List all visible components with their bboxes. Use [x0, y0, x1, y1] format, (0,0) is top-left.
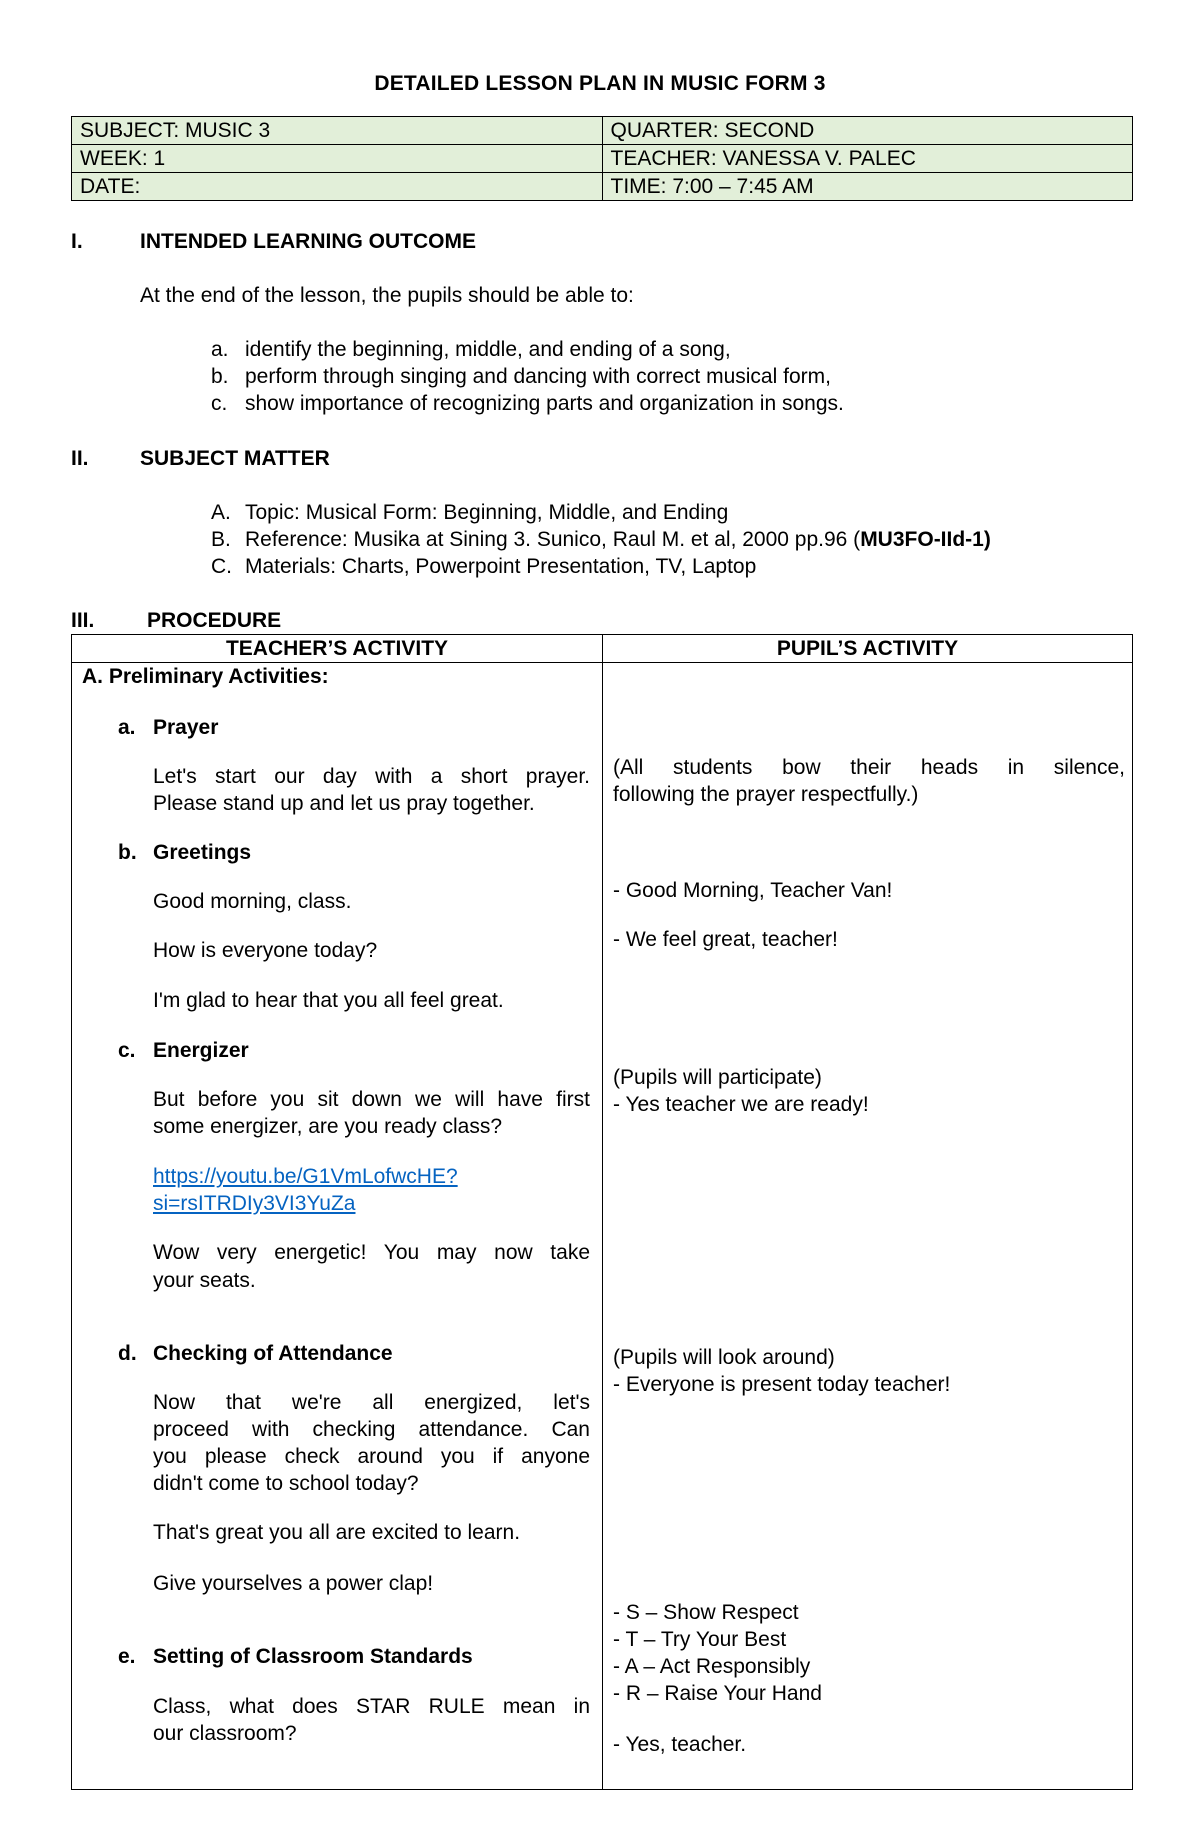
attendance-pupil-line: (Pupils will look around)	[613, 1346, 835, 1369]
prayer-heading: Prayer	[153, 716, 219, 739]
attendance-teacher-line: That's great you all are excited to learn.	[153, 1521, 521, 1544]
attendance-pupil-line: - Everyone is present today teacher!	[613, 1373, 951, 1396]
star-rule-line: - A – Act Responsibly	[613, 1655, 811, 1678]
section-3-heading: PROCEDURE	[147, 609, 282, 632]
outcome-text: perform through singing and dancing with correct musical form,	[245, 365, 831, 388]
star-rule-line: - T – Try Your Best	[613, 1628, 787, 1651]
attendance-teacher-line: you please check around you if anyone	[153, 1445, 590, 1468]
energizer-marker: c.	[118, 1039, 136, 1062]
subject-text: Materials: Charts, Powerpoint Presentation, TV, Laptop	[245, 555, 757, 578]
outcome-text: show importance of recognizing parts and organization in songs.	[245, 392, 844, 415]
subject-marker: A.	[211, 501, 231, 524]
prayer-teacher-line: Please stand up and let us pray together.	[153, 792, 535, 815]
info-row	[72, 173, 1133, 201]
pupil-activity-cell	[603, 663, 1133, 1790]
section-3-number: III.	[71, 609, 95, 632]
outcome-item	[211, 363, 831, 390]
energizer-teacher-line: some energizer, are you ready class?	[153, 1115, 503, 1138]
subject-text: Reference: Musika at Sining 3. Sunico, Raul M. et al, 2000 pp.96 (	[245, 528, 861, 551]
subject-cell: SUBJECT: MUSIC 3	[72, 117, 603, 145]
procedure-table	[71, 634, 1133, 1790]
standards-heading: Setting of Classroom Standards	[153, 1645, 473, 1668]
attendance-heading: Checking of Attendance	[153, 1342, 393, 1365]
greetings-teacher-line: I'm glad to hear that you all feel great.	[153, 989, 504, 1012]
date-cell: DATE:	[72, 173, 603, 201]
energizer-heading: Energizer	[153, 1039, 249, 1062]
closing-paren: )	[983, 528, 991, 551]
greetings-pupil-line: - Good Morning, Teacher Van!	[613, 879, 893, 902]
outcome-item	[211, 336, 731, 363]
subject-item	[211, 499, 728, 526]
star-rule-line: - S – Show Respect	[613, 1601, 799, 1624]
attendance-teacher-line: Give yourselves a power clap!	[153, 1572, 434, 1595]
standards-teacher-line: Class, what does STAR RULE mean in	[153, 1695, 590, 1718]
standards-teacher-line: our classroom?	[153, 1722, 297, 1745]
outcome-marker: a.	[211, 338, 229, 361]
subject-item	[211, 553, 756, 580]
standards-marker: e.	[118, 1645, 136, 1668]
attendance-marker: d.	[118, 1342, 137, 1365]
outcome-intro: At the end of the lesson, the pupils should be able to:	[140, 284, 634, 307]
subject-text: Topic: Musical Form: Beginning, Middle, and Ending	[245, 501, 729, 524]
time-cell: TIME: 7:00 – 7:45 AM	[602, 173, 1133, 201]
teacher-activity-header: TEACHER’S ACTIVITY	[72, 635, 603, 663]
teacher-cell: TEACHER: VANESSA V. PALEC	[602, 145, 1133, 173]
standards-pupil-reply: - Yes, teacher.	[613, 1733, 747, 1756]
section-2-number: II.	[71, 447, 89, 470]
subject-item	[211, 526, 991, 553]
subject-marker: C.	[211, 555, 232, 578]
subject-marker: B.	[211, 528, 231, 551]
energizer-teacher-line: But before you sit down we will have first	[153, 1088, 590, 1111]
info-row	[72, 145, 1133, 173]
attendance-teacher-line: didn't come to school today?	[153, 1472, 419, 1495]
greetings-marker: b.	[118, 841, 137, 864]
teacher-activity-cell	[72, 663, 603, 1790]
attendance-teacher-line: proceed with checking attendance. Can	[153, 1418, 590, 1441]
greetings-teacher-line: How is everyone today?	[153, 939, 378, 962]
star-rule-line: - R – Raise Your Hand	[613, 1682, 822, 1705]
week-cell: WEEK: 1	[72, 145, 603, 173]
document-title: DETAILED LESSON PLAN IN MUSIC FORM 3	[374, 72, 826, 95]
greetings-pupil-line: - We feel great, teacher!	[613, 928, 838, 951]
outcome-text: identify the beginning, middle, and ending of a song,	[245, 338, 731, 361]
outcome-item	[211, 390, 844, 417]
outcome-marker: b.	[211, 365, 229, 388]
procedure-header-row	[72, 635, 1133, 663]
prayer-marker: a.	[118, 716, 136, 739]
competency-code: MU3FO-IId-1	[860, 528, 984, 551]
outcome-marker: c.	[211, 392, 228, 415]
prayer-teacher-line: Let's start our day with a short prayer.	[153, 765, 590, 788]
energizer-video-link[interactable]: si=rsITRDIy3VI3YuZa	[153, 1192, 356, 1215]
lesson-info-table	[71, 116, 1133, 201]
pupil-activity-header: PUPIL’S ACTIVITY	[603, 635, 1133, 663]
energizer-teacher-line: Wow very energetic! You may now take	[153, 1241, 590, 1264]
energizer-pupil-line: (Pupils will participate)	[613, 1066, 822, 1089]
section-2-heading: SUBJECT MATTER	[140, 447, 330, 470]
energizer-video-link[interactable]: https://youtu.be/G1VmLofwcHE?	[153, 1165, 458, 1188]
info-row	[72, 117, 1133, 145]
prayer-pupil-line: (All students bow their heads in silence,	[613, 756, 1125, 779]
section-1-number: I.	[71, 230, 83, 253]
quarter-cell: QUARTER: SECOND	[602, 117, 1133, 145]
prayer-pupil-line: following the prayer respectfully.)	[613, 783, 919, 806]
attendance-teacher-line: Now that we're all energized, let's	[153, 1391, 590, 1414]
preliminary-heading: A. Preliminary Activities:	[82, 665, 329, 688]
greetings-heading: Greetings	[153, 841, 252, 864]
energizer-pupil-line: - Yes teacher we are ready!	[613, 1093, 869, 1116]
greetings-teacher-line: Good morning, class.	[153, 890, 352, 913]
section-1-heading: INTENDED LEARNING OUTCOME	[140, 230, 476, 253]
procedure-body-row	[72, 663, 1133, 1790]
energizer-teacher-line: your seats.	[153, 1269, 256, 1292]
